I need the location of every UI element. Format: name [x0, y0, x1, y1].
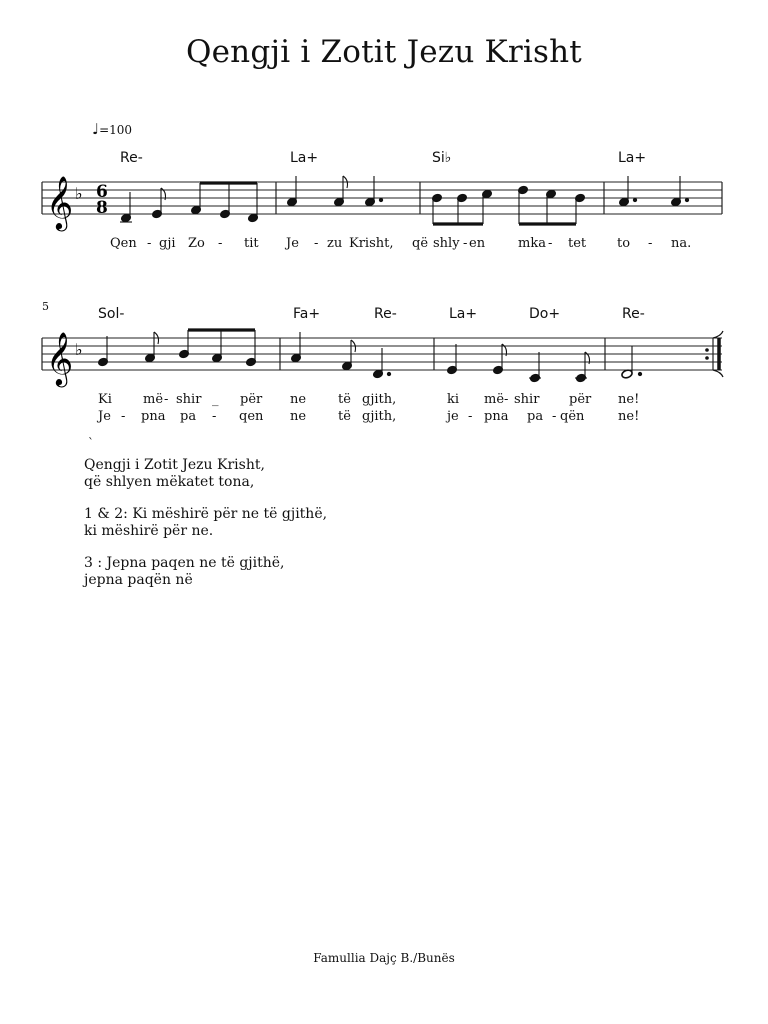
lyric-syllable: to — [617, 236, 631, 251]
staff-lines — [42, 182, 722, 214]
lyric-syllable: pa — [180, 409, 197, 424]
lyric-syllable: mka — [518, 236, 546, 251]
lyric-syllable: për — [569, 392, 592, 407]
chord-symbol: La+ — [290, 150, 319, 166]
lyric-syllable: - — [314, 236, 319, 251]
lyric-syllable: shir — [514, 392, 540, 407]
lyric-syllable: shly — [433, 236, 460, 251]
lyric-syllable: - — [147, 236, 152, 251]
note-dot — [633, 198, 636, 201]
lyric-syllable: - — [218, 236, 223, 251]
lyric-syllable: qen — [239, 409, 264, 424]
lyric-syllable: je — [447, 409, 459, 424]
lyric-syllable: ne — [290, 409, 307, 424]
chord-symbol: Sol- — [98, 306, 125, 322]
time-signature-bottom: 8 — [96, 198, 108, 218]
chord-symbol: Re- — [622, 306, 645, 322]
note-dot — [685, 198, 688, 201]
chord-symbol: Fa+ — [293, 306, 321, 322]
lyric-syllable: shir — [176, 392, 202, 407]
lyric-syllable: zu — [327, 236, 343, 251]
lyric-syllable: që — [412, 236, 429, 251]
footer-credit: Famullia Dajç B./Bunës — [313, 951, 455, 965]
tempo-marking — [92, 120, 132, 138]
measure-number: 5 — [42, 300, 49, 313]
lyric-syllable: tit — [244, 236, 259, 251]
lyric-syllable: - — [648, 236, 653, 251]
lyric-syllable: - — [164, 392, 169, 407]
lyric-syllable: - — [121, 409, 126, 424]
flat-icon: ♭ — [75, 184, 83, 203]
lyric-syllable: pna — [484, 409, 509, 424]
lyric-syllable: të — [338, 392, 351, 407]
lyric-syllable: tet — [568, 236, 587, 251]
lyric-syllable: - — [463, 236, 468, 251]
lyric-syllable: gjith, — [362, 392, 397, 407]
stanza-text: Qengji i Zotit Jezu Krisht, që shlyen mëkatet tona, — [84, 457, 265, 490]
lyric-syllable: më — [143, 392, 164, 407]
chord-symbol: La+ — [449, 306, 478, 322]
lyric-syllable: Krisht, — [349, 236, 394, 251]
lyric-syllable: Zo — [188, 236, 205, 251]
chord-symbol: Do+ — [529, 306, 561, 322]
lyric-syllable: Je — [286, 236, 299, 251]
lyric-syllable: en — [469, 236, 486, 251]
lyric-syllable: Ki — [98, 392, 112, 407]
stanza-text: 1 & 2: Ki mëshirë për ne të gjithë, ki mëshirë për ne. — [84, 506, 328, 539]
lyric-syllable: pa — [527, 409, 544, 424]
lyric-syllable: gjith, — [362, 409, 397, 424]
quarter-note-icon: ♩ — [92, 120, 100, 138]
lyric-syllable: pna — [141, 409, 166, 424]
lyric-syllable: Je — [98, 409, 111, 424]
lyric-syllable: - — [504, 392, 509, 407]
lyric-syllable: më — [484, 392, 505, 407]
lyric-syllable: të — [338, 409, 351, 424]
time-signature-top: 6 — [96, 182, 108, 202]
stanza-text: 3 : Jepna paqen ne të gjithë, jepna paqën në — [84, 555, 285, 588]
treble-clef-icon: 𝄞 — [46, 331, 74, 385]
chord-symbol: La+ — [618, 150, 647, 166]
flat-icon: ♭ — [75, 340, 83, 359]
tempo-value: =100 — [99, 123, 133, 137]
lyric-syllable: për — [240, 392, 263, 407]
note-dot — [638, 372, 641, 375]
chord-symbol: Re- — [120, 150, 143, 166]
chord-symbol: Si♭ — [432, 150, 452, 166]
lyric-syllable: ne — [290, 392, 307, 407]
lyric-syllable: na. — [671, 236, 692, 251]
note-dot — [387, 372, 390, 375]
lyric-syllable: gji — [159, 236, 176, 251]
lyric-syllable: qën — [560, 409, 585, 424]
lyric-syllable: ne! — [618, 409, 640, 424]
chord-symbol: Re- — [374, 306, 397, 322]
lyric-syllable: ki — [447, 392, 460, 407]
lyric-syllable: ne! — [618, 392, 640, 407]
stray-mark: ` — [88, 436, 94, 450]
lyric-syllable: Qen — [110, 236, 137, 251]
treble-clef-icon: 𝄞 — [46, 175, 74, 229]
lyric-syllable: _ — [212, 392, 219, 407]
page-title: Qengji i Zotit Jezu Krisht — [186, 34, 582, 70]
lyric-syllable: - — [468, 409, 473, 424]
lyric-syllable: - — [548, 236, 553, 251]
lyric-syllable: - — [212, 409, 217, 424]
note-dot — [379, 198, 382, 201]
lyric-syllable: - — [552, 409, 557, 424]
